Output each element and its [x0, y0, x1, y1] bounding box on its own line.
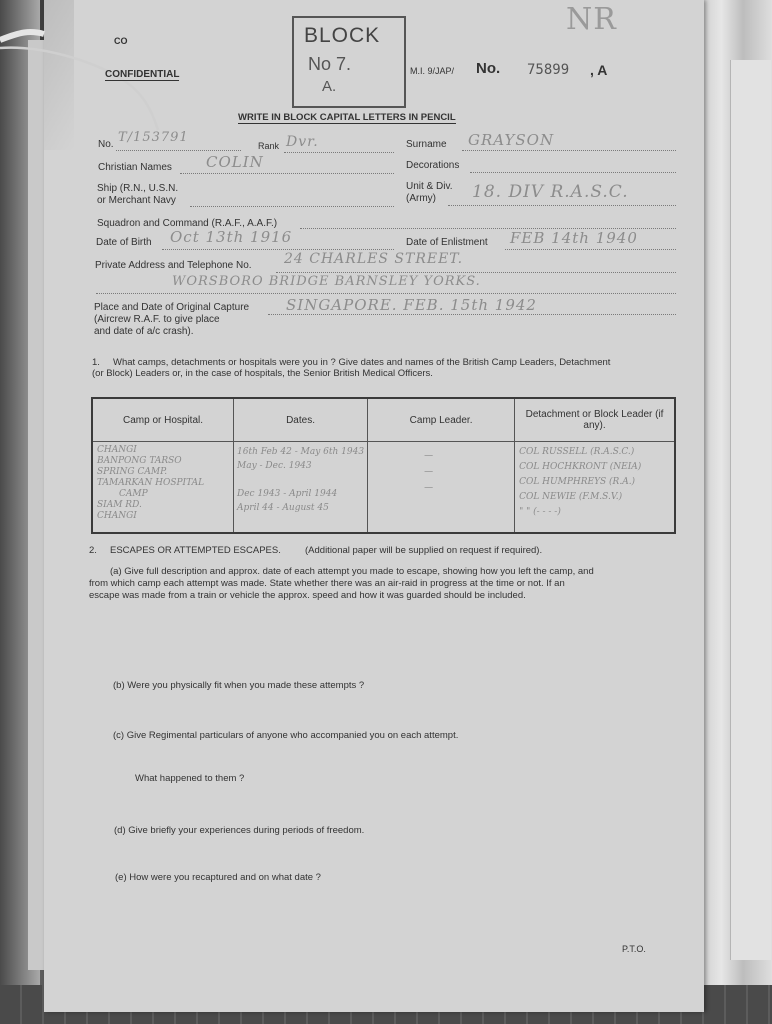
- q2e-text: (e) How were you recaptured and on what date ?: [115, 872, 321, 883]
- q1-text-line-1: What camps, detachments or hospitals were you in ? Give dates and names of the British Camp Leaders, Detachment: [113, 357, 611, 368]
- date-entry: [237, 473, 364, 487]
- enlistment-label: Date of Enlistment: [406, 237, 488, 248]
- camp-entry: SPRING CAMP.: [97, 467, 168, 477]
- q2-note: (Additional paper will be supplied on request if required).: [305, 545, 543, 556]
- date-entry: April 44 - August 45: [237, 503, 329, 513]
- christian-names-value: COLIN: [206, 153, 264, 171]
- camps-table: [91, 397, 676, 534]
- capture-label-3: and date of a/c crash).: [94, 326, 194, 337]
- camps-table-header-row: [92, 398, 675, 442]
- unit-label-2: (Army): [406, 193, 436, 204]
- q2a-line-3: escape was made from a train or vehicle the approx. speed and how it was guarded should be included.: [89, 590, 526, 601]
- unit-value: 18. DIV R.A.S.C.: [472, 182, 629, 202]
- ship-line: [190, 206, 394, 207]
- q2a-line-2: from which camp each attempt was made. State whether there was an air-raid in progress at the time or not. If an: [89, 578, 565, 589]
- leader-entry: —: [424, 451, 434, 461]
- stamp-block-text: BLOCK: [304, 24, 381, 47]
- capture-label-1: Place and Date of Original Capture: [94, 302, 250, 313]
- surname-label: Surname: [406, 139, 447, 150]
- confidential-label: CONFIDENTIAL: [105, 69, 180, 80]
- squadron-label: Squadron and Command (R.A.F., A.A.F.): [97, 218, 278, 229]
- address-line-2-rule: [96, 293, 676, 294]
- detachment-entry: COL RUSSELL (R.A.S.C.): [519, 447, 635, 457]
- ship-label-1: Ship (R.N., U.S.N.: [97, 183, 179, 194]
- date-entry: 16th Feb 42 - May 6th 1943: [237, 447, 365, 457]
- address-line-1-rule: [276, 272, 676, 273]
- surname-value: GRAYSON: [468, 131, 555, 149]
- capture-label-2: (Aircrew R.A.F. to give place: [94, 314, 220, 325]
- stamp-number: No 7.: [308, 54, 352, 74]
- form-number: 75899: [527, 62, 570, 78]
- address-label: Private Address and Telephone No.: [95, 260, 252, 271]
- leader-entry: —: [424, 467, 434, 477]
- q2c-text: (c) Give Regimental particulars of anyone who accompanied you on each attempt.: [113, 730, 459, 741]
- col-header-detachment: Detachment or Block Leader (if any).: [515, 398, 675, 442]
- paper-stack-right-inner: [730, 60, 771, 960]
- q2-number: 2.: [89, 545, 97, 556]
- camps-table-body-row: [92, 442, 675, 534]
- dob-label: Date of Birth: [96, 237, 152, 248]
- camp-entry: TAMARKAN HOSPITAL: [97, 478, 205, 488]
- detachment-entry: " " (- - - -): [519, 507, 561, 517]
- confidential-partial: CO: [114, 36, 128, 46]
- detachment-entry: COL NEWIE (F.M.S.V.): [519, 492, 623, 502]
- no-label: No.: [98, 139, 114, 150]
- enlistment-line: [505, 249, 676, 250]
- surname-line: [462, 150, 676, 151]
- enlistment-value: FEB 14th 1940: [510, 229, 638, 247]
- pto-label: P.T.O.: [622, 944, 646, 954]
- dates-cell: [234, 442, 368, 534]
- detachment-entry: COL HOCHKRONT (NEIA): [519, 462, 642, 472]
- rank-line: [284, 152, 394, 153]
- instruction-heading: WRITE IN BLOCK CAPITAL LETTERS IN PENCIL: [238, 112, 456, 123]
- q2a-line-1: (a) Give full description and approx. date of each attempt you made to escape, showing how you left the camp, and: [110, 566, 594, 577]
- col-header-dates: Dates.: [234, 398, 368, 442]
- col-header-camp: Camp or Hospital.: [92, 398, 234, 442]
- camp-entry: CHANGI: [97, 445, 137, 455]
- q1-number: 1.: [92, 357, 100, 368]
- stamp-letter: A.: [322, 78, 337, 95]
- q1-text-line-2: (or Block) Leaders or, in the case of hospitals, the Senior British Medical Officers.: [92, 368, 433, 379]
- q2c-followup: What happened to them ?: [135, 773, 245, 784]
- dob-value: Oct 13th 1916: [170, 228, 293, 246]
- camp-entry: SIAM RD.: [97, 500, 142, 510]
- number-label: No.: [476, 60, 501, 77]
- address-line-2: WORSBORO BRIDGE BARNSLEY YORKS.: [172, 274, 481, 289]
- top-right-mark: NR: [566, 2, 617, 37]
- mi-reference: M.I. 9/JAP/: [410, 66, 455, 76]
- q2-title: ESCAPES OR ATTEMPTED ESCAPES.: [110, 545, 281, 556]
- rank-value: Dvr.: [286, 134, 319, 150]
- camp-entry: CHANGI: [97, 511, 137, 521]
- no-line: [116, 150, 241, 151]
- christian-names-line: [180, 173, 394, 174]
- camp-entry: BANPONG TARSO: [97, 456, 182, 466]
- capture-value: SINGAPORE. FEB. 15th 1942: [286, 296, 537, 314]
- camp-entry: CAMP: [119, 489, 148, 499]
- unit-label-1: Unit & Div.: [406, 181, 453, 192]
- q2b-text: (b) Were you physically fit when you made these attempts ?: [113, 680, 365, 691]
- detachment-cell: [515, 442, 675, 534]
- address-line-1: 24 CHARLES STREET.: [284, 251, 464, 267]
- christian-names-label: Christian Names: [98, 162, 172, 173]
- q2d-text: (d) Give briefly your experiences during periods of freedom.: [114, 825, 365, 836]
- no-value: T/153791: [118, 130, 189, 145]
- col-header-camp-leader: Camp Leader.: [368, 398, 515, 442]
- detachment-entry: COL HUMPHREYS (R.A.): [519, 477, 636, 487]
- leader-entry: —: [424, 483, 434, 493]
- rank-label: Rank: [258, 141, 280, 151]
- decorations-line: [470, 172, 676, 173]
- dob-line: [162, 249, 394, 250]
- capture-line: [268, 314, 676, 315]
- date-entry: May - Dec. 1943: [237, 461, 312, 471]
- decorations-label: Decorations: [406, 160, 460, 171]
- block-stamp: [292, 16, 406, 108]
- form-suffix: , A: [590, 62, 608, 78]
- camp-cell: [92, 442, 234, 534]
- camp-leader-cell: [368, 442, 515, 534]
- ship-label-2: or Merchant Navy: [97, 195, 176, 206]
- date-entry: Dec 1943 - April 1944: [237, 489, 338, 499]
- unit-line: [448, 205, 676, 206]
